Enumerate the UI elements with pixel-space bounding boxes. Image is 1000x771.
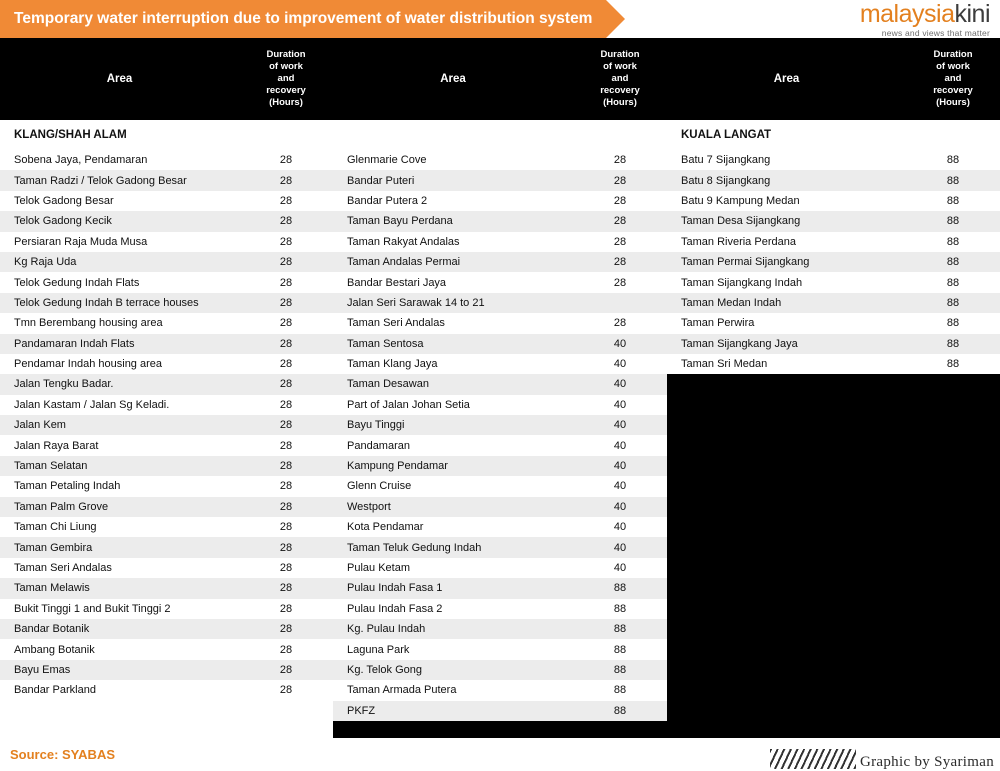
cell-duration: 40 [613, 541, 627, 554]
column-header-area: Area [440, 73, 466, 85]
cell-duration: 88 [946, 256, 960, 269]
cell-area: Taman Sri Medan [681, 358, 768, 371]
duration-line-1: Duration [600, 49, 640, 61]
duration-line-1: Duration [266, 49, 306, 61]
table-row [0, 517, 333, 537]
page-title: Temporary water interruption due to improvement of water distribution system [0, 0, 606, 38]
cell-area: Pulau Indah Fasa 1 [347, 582, 443, 595]
duration-line-3: and [277, 73, 295, 85]
cell-area: Bandar Botanik [14, 623, 90, 636]
cell-area: Pandamaran Indah Flats [14, 337, 135, 350]
cell-duration: 88 [946, 235, 960, 248]
table-row [0, 578, 333, 598]
cell-duration: 28 [279, 194, 293, 207]
column-header-area: Area [106, 73, 133, 85]
table-row [0, 619, 333, 639]
cell-duration: 28 [279, 562, 293, 574]
cell-area: Taman Bayu Perdana [347, 215, 453, 228]
table-row [667, 313, 1000, 333]
table-row [0, 415, 333, 435]
cell-area: Kampung Pendamar [347, 460, 448, 473]
cell-duration: 28 [613, 154, 627, 167]
cell-area: Glenn Cruise [347, 480, 412, 493]
cell-area: Sobena Jaya, Pendamaran [14, 154, 148, 167]
cell-area: Taman Palm Grove [14, 500, 109, 513]
cell-area: Taman Radzi / Telok Gadong Besar [14, 174, 187, 187]
cell-duration: 40 [613, 562, 627, 574]
cell-area: Telok Gadong Besar [14, 194, 114, 207]
table-rows-1 [0, 150, 333, 701]
table-row [0, 639, 333, 659]
table-row [333, 232, 667, 252]
table-row [333, 293, 667, 313]
table-row [0, 232, 333, 252]
column-header-duration [239, 49, 333, 108]
duration-line-3: and [611, 73, 629, 85]
cell-duration: 28 [279, 500, 293, 513]
table-row [333, 170, 667, 190]
table-row [0, 435, 333, 455]
table-row [667, 252, 1000, 272]
brand-name [860, 2, 990, 27]
cell-duration: 28 [279, 398, 293, 411]
block-filler-3 [667, 374, 1000, 738]
cell-duration: 40 [613, 439, 627, 452]
cell-area: Taman Seri Andalas [14, 562, 112, 574]
source-label: Source: SYABAS [10, 747, 115, 762]
table-row [333, 701, 667, 721]
cell-area: Taman Desa Sijangkang [681, 215, 801, 228]
block-filler-2 [333, 721, 667, 738]
credit-block [770, 749, 994, 769]
cell-duration: 88 [946, 337, 960, 350]
table-row [0, 354, 333, 374]
table-block-2 [333, 38, 667, 738]
table-row [333, 395, 667, 415]
cell-area: Bandar Parkland [14, 684, 96, 697]
cell-duration: 40 [613, 500, 627, 513]
table-row [0, 395, 333, 415]
table-row [667, 170, 1000, 190]
cell-area: Taman Sijangkang Indah [681, 276, 803, 289]
cell-area: Jalan Kastam / Jalan Sg Keladi. [14, 398, 170, 411]
cell-duration: 40 [613, 398, 627, 411]
cell-area: Jalan Seri Sarawak 14 to 21 [347, 296, 485, 309]
cell-area: Taman Selatan [14, 460, 88, 473]
cell-area: PKFZ [347, 704, 376, 717]
cell-duration: 28 [279, 256, 293, 269]
duration-line-4: recovery [266, 84, 306, 96]
cell-duration: 40 [613, 480, 627, 493]
cell-area: Taman Desawan [347, 378, 429, 391]
table-row [0, 334, 333, 354]
table-row [333, 435, 667, 455]
cell-duration: 40 [613, 378, 627, 391]
cell-area: Taman Andalas Permai [347, 256, 461, 269]
cell-area: Jalan Raya Barat [14, 439, 99, 452]
table-row [333, 619, 667, 639]
cell-area: Kg Raja Uda [14, 256, 77, 269]
region-row [667, 120, 1000, 150]
cell-area: Taman Gembira [14, 541, 93, 554]
brand-name-primary: malaysia [859, 0, 955, 28]
table-row [0, 680, 333, 700]
column-header-duration [573, 49, 667, 108]
block-filler-1 [0, 701, 333, 738]
table-header-1 [0, 38, 333, 120]
duration-line-3: and [944, 73, 962, 85]
table-header-2 [333, 38, 667, 120]
cell-area: Bukit Tinggi 1 and Bukit Tinggi 2 [14, 602, 171, 615]
cell-area: Jalan Kem [14, 419, 66, 432]
cell-area: Ambang Botanik [14, 643, 95, 656]
cell-area: Pendamar Indah housing area [14, 358, 162, 371]
table-row [0, 211, 333, 231]
cell-area: Bayu Tinggi [347, 419, 405, 432]
cell-duration: 28 [613, 276, 627, 289]
cell-area: Taman Armada Putera [347, 684, 457, 697]
duration-line-2: of work [936, 61, 970, 73]
table-row [0, 272, 333, 292]
cell-duration: 88 [946, 276, 960, 289]
hatch-decoration-icon [770, 749, 856, 769]
table-row [0, 497, 333, 517]
region-label: KLANG/SHAH ALAM [14, 129, 127, 141]
cell-duration: 28 [279, 296, 293, 309]
cell-area: Glenmarie Cove [347, 154, 427, 167]
credit-label: Graphic by Syariman [860, 754, 994, 770]
cell-area: Pulau Indah Fasa 2 [347, 602, 443, 615]
cell-area: Taman Riveria Perdana [681, 235, 796, 248]
table-row [0, 476, 333, 496]
header [0, 0, 1000, 38]
cell-area: Bayu Emas [14, 663, 71, 676]
cell-area: Taman Melawis [14, 582, 90, 595]
cell-duration: 28 [279, 663, 293, 676]
table-row [333, 517, 667, 537]
cell-duration: 40 [613, 521, 627, 534]
table-row [333, 272, 667, 292]
cell-duration: 40 [613, 419, 627, 432]
cell-duration: 28 [279, 623, 293, 636]
cell-area: Laguna Park [347, 643, 410, 656]
table-row [0, 456, 333, 476]
cell-duration: 88 [613, 663, 627, 676]
table-row [333, 313, 667, 333]
table-row [0, 374, 333, 394]
cell-duration: 88 [613, 602, 627, 615]
cell-duration: 88 [613, 643, 627, 656]
duration-line-2: of work [603, 61, 637, 73]
cell-duration: 28 [279, 276, 293, 289]
cell-duration: 40 [613, 358, 627, 371]
cell-duration: 28 [279, 480, 293, 493]
table-row [667, 191, 1000, 211]
cell-duration: 88 [946, 317, 960, 330]
cell-area: Batu 9 Kampung Medan [681, 194, 800, 207]
brand-logo [860, 0, 990, 40]
cell-duration: 28 [279, 460, 293, 473]
region-label: KUALA LANGAT [681, 129, 772, 141]
cell-area: Telok Gedung Indah B terrace houses [14, 296, 199, 309]
cell-duration: 40 [613, 337, 627, 350]
region-row [333, 120, 667, 150]
table-row [333, 660, 667, 680]
cell-area: Batu 7 Sijangkang [681, 154, 771, 167]
table-row [667, 293, 1000, 313]
cell-area: Taman Perwira [681, 317, 755, 330]
cell-duration: 88 [613, 582, 627, 595]
table-row [333, 680, 667, 700]
cell-area: Part of Jalan Johan Setia [347, 398, 470, 411]
cell-area: Taman Teluk Gedung Indah [347, 541, 482, 554]
cell-duration: 28 [613, 256, 627, 269]
cell-duration: 88 [946, 215, 960, 228]
duration-line-5: (Hours) [269, 96, 303, 108]
table-row [333, 415, 667, 435]
cell-area: Persiaran Raja Muda Musa [14, 235, 148, 248]
cell-area: Taman Seri Andalas [347, 317, 445, 330]
cell-duration: 40 [613, 460, 627, 473]
cell-duration: 28 [279, 684, 293, 697]
table-block-3 [667, 38, 1000, 738]
duration-line-4: recovery [933, 84, 973, 96]
cell-duration: 28 [279, 317, 293, 330]
table-rows-3 [667, 150, 1000, 374]
table-block-1 [0, 38, 333, 738]
cell-duration: 28 [279, 439, 293, 452]
table-row [0, 252, 333, 272]
region-row [0, 120, 333, 150]
cell-duration: 28 [279, 337, 293, 350]
duration-line-2: of work [269, 61, 303, 73]
cell-area: Kota Pendamar [347, 521, 424, 534]
cell-area: Pandamaran [347, 439, 410, 452]
table-rows-2 [333, 150, 667, 721]
table-row [333, 334, 667, 354]
table-row [333, 558, 667, 578]
table-row [667, 211, 1000, 231]
cell-area: Kg. Pulau Indah [347, 623, 426, 636]
cell-area: Taman Sijangkang Jaya [681, 337, 798, 350]
cell-area: Bandar Bestari Jaya [347, 276, 447, 289]
cell-duration: 28 [613, 194, 627, 207]
table-row [333, 150, 667, 170]
cell-duration: 28 [279, 582, 293, 595]
table-header-3 [667, 38, 1000, 120]
cell-area: Westport [347, 500, 391, 513]
cell-duration: 28 [279, 378, 293, 391]
cell-area: Pulau Ketam [347, 562, 410, 574]
cell-area: Taman Permai Sijangkang [681, 256, 810, 269]
cell-duration: 88 [613, 704, 627, 717]
table-row [667, 150, 1000, 170]
table-row [0, 558, 333, 578]
cell-duration: 28 [279, 174, 293, 187]
table-row [0, 170, 333, 190]
brand-name-secondary: kini [954, 0, 990, 28]
cell-area: Bandar Putera 2 [347, 194, 428, 207]
brand-tagline: news and views that matter [881, 28, 990, 38]
duration-line-5: (Hours) [603, 96, 637, 108]
column-header-duration [906, 49, 1000, 108]
cell-duration: 28 [279, 602, 293, 615]
cell-area: Taman Sentosa [347, 337, 424, 350]
cell-duration: 88 [946, 194, 960, 207]
tables-container [0, 38, 1000, 738]
table-row [333, 374, 667, 394]
cell-duration: 88 [946, 174, 960, 187]
duration-line-1: Duration [933, 49, 973, 61]
cell-duration: 28 [613, 174, 627, 187]
table-row [333, 578, 667, 598]
table-row [0, 537, 333, 557]
cell-duration: 28 [279, 358, 293, 371]
cell-area: Taman Chi Liung [14, 521, 97, 534]
cell-duration: 28 [279, 154, 293, 167]
cell-duration: 88 [946, 154, 960, 167]
cell-area: Telok Gedung Indah Flats [14, 276, 140, 289]
table-row [333, 354, 667, 374]
cell-duration: 28 [279, 541, 293, 554]
cell-area: Jalan Tengku Badar. [14, 378, 114, 391]
table-row [333, 497, 667, 517]
cell-area: Taman Klang Jaya [347, 358, 438, 371]
table-row [333, 252, 667, 272]
cell-duration: 88 [613, 684, 627, 697]
cell-duration: 28 [613, 215, 627, 228]
table-row [0, 191, 333, 211]
cell-duration: 28 [613, 317, 627, 330]
cell-duration: 28 [279, 215, 293, 228]
table-row [667, 272, 1000, 292]
footer [0, 738, 1000, 771]
cell-area: Taman Petaling Indah [14, 480, 121, 493]
cell-area: Taman Rakyat Andalas [347, 235, 460, 248]
cell-duration: 88 [946, 358, 960, 371]
duration-line-5: (Hours) [936, 96, 970, 108]
table-row [667, 354, 1000, 374]
cell-duration: 28 [279, 521, 293, 534]
cell-area: Bandar Puteri [347, 174, 415, 187]
cell-area: Taman Medan Indah [681, 296, 782, 309]
table-row [0, 599, 333, 619]
cell-area: Batu 8 Sijangkang [681, 174, 771, 187]
table-row [0, 293, 333, 313]
table-row [0, 150, 333, 170]
cell-duration: 88 [613, 623, 627, 636]
cell-area: Telok Gadong Kecik [14, 215, 112, 228]
table-row [333, 599, 667, 619]
cell-duration: 28 [279, 643, 293, 656]
duration-line-4: recovery [600, 84, 640, 96]
table-row [333, 191, 667, 211]
table-row [667, 334, 1000, 354]
cell-duration: 28 [279, 235, 293, 248]
cell-duration: 28 [613, 235, 627, 248]
table-row [0, 313, 333, 333]
table-row [0, 660, 333, 680]
table-row [333, 211, 667, 231]
table-row [333, 456, 667, 476]
cell-duration: 28 [279, 419, 293, 432]
table-row [667, 232, 1000, 252]
cell-area: Tmn Berembang housing area [14, 317, 163, 330]
column-header-area: Area [773, 73, 800, 85]
cell-area: Kg. Telok Gong [347, 663, 423, 676]
cell-duration: 88 [946, 296, 960, 309]
table-row [333, 537, 667, 557]
table-row [333, 639, 667, 659]
table-row [333, 476, 667, 496]
